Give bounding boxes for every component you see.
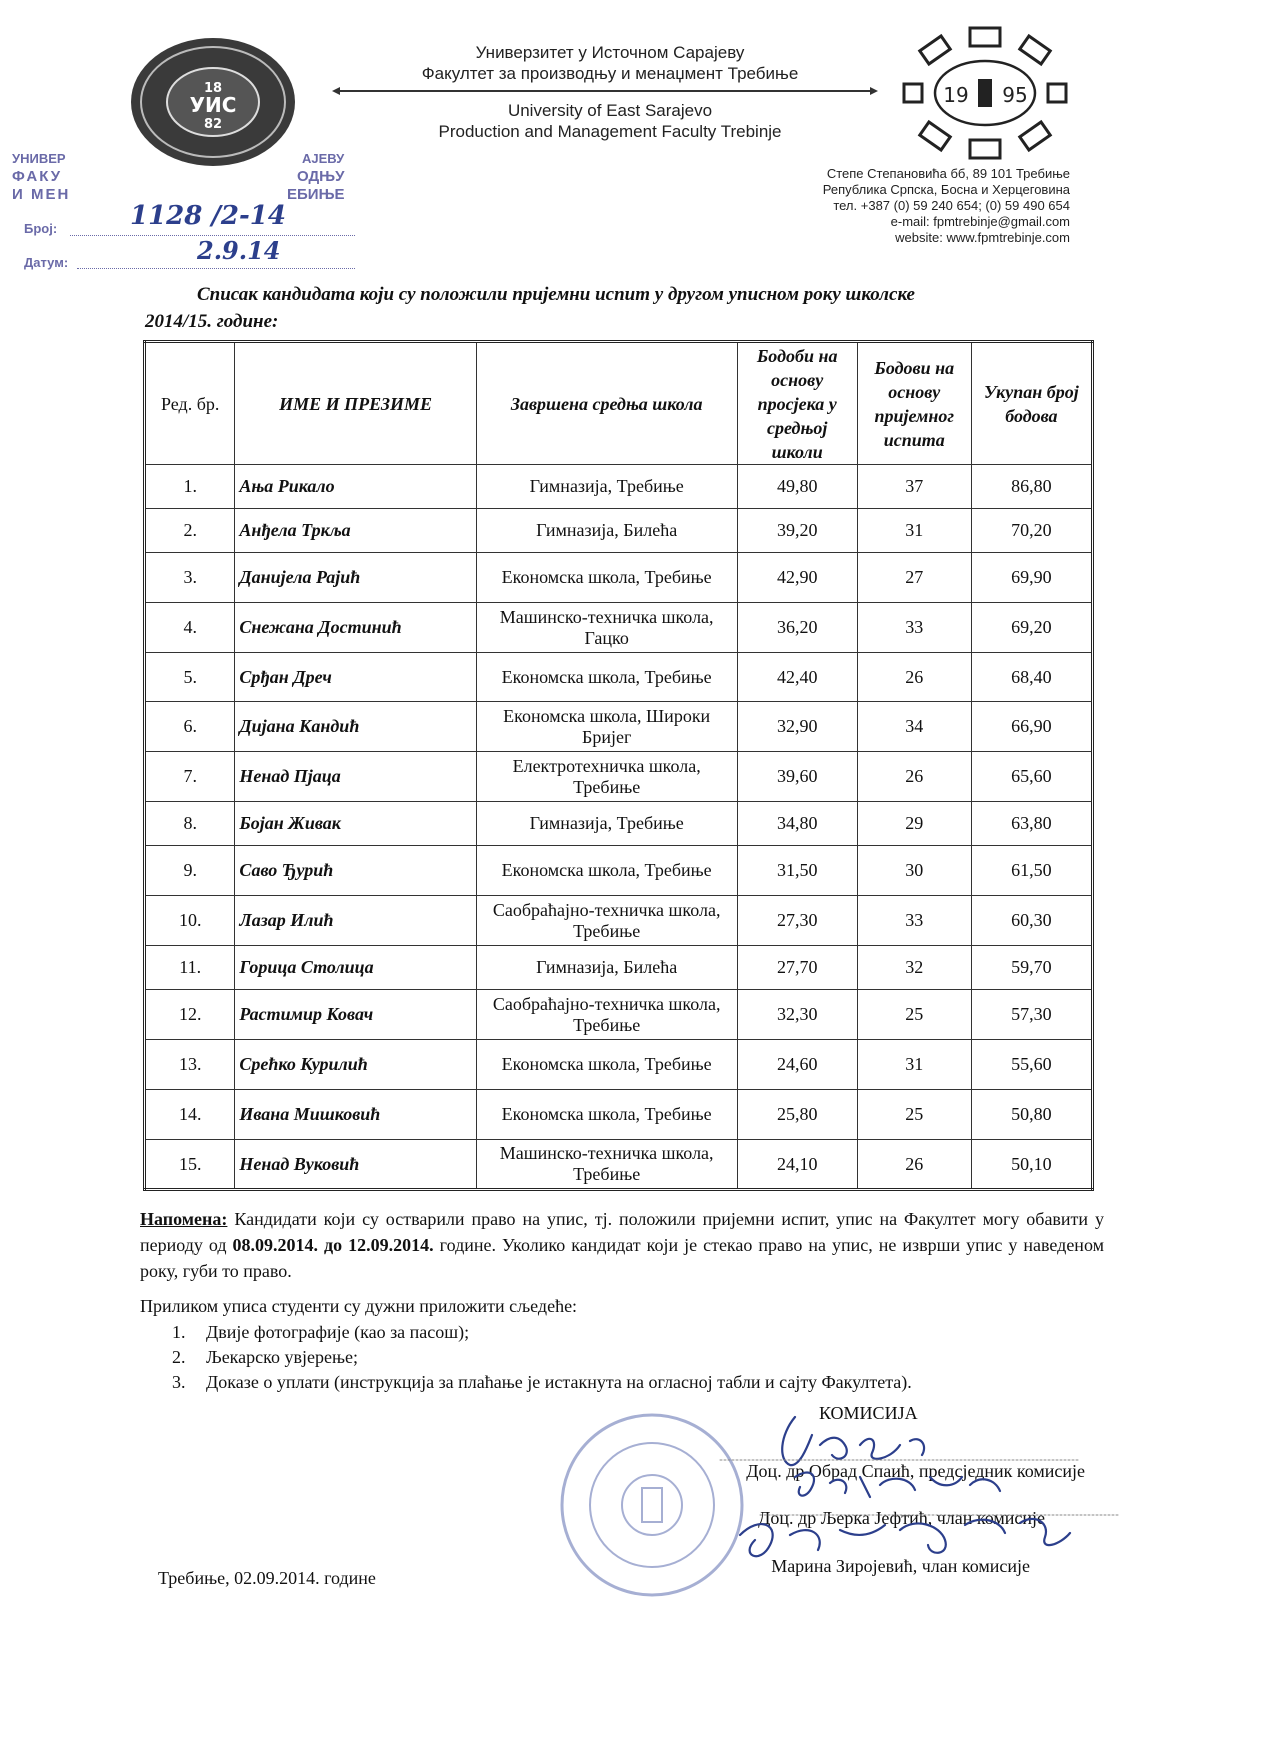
cell-num: 6. (145, 702, 235, 752)
cell-exam-points: 26 (857, 653, 971, 702)
cell-exam-points: 37 (857, 465, 971, 509)
cell-school: Гимназија, Требиње (476, 465, 737, 509)
cell-school: Саобраћајно-техничка школа, Требиње (476, 896, 737, 946)
table-row (145, 1040, 1093, 1090)
cell-exam-points: 33 (857, 603, 971, 653)
table-row (145, 846, 1093, 896)
cell-school: Гимназија, Билећа (476, 946, 737, 990)
commission-member-1: Доц. др Обрад Спаић, предсједник комисије (746, 1461, 1085, 1481)
cell-name: Горица Столица (235, 946, 476, 990)
col-header-exam-points: Бодови на основу пријемног испита (857, 342, 971, 465)
table-row (145, 603, 1093, 653)
cell-name: Ања Рикало (235, 465, 476, 509)
cell-num: 3. (145, 553, 235, 603)
col-header-school-points: Бодоби на основу просјека у средњој школи (737, 342, 857, 465)
cell-name: Бојан Живак (235, 802, 476, 846)
cell-school-points: 24,10 (737, 1140, 857, 1190)
table-row (145, 702, 1093, 752)
stamp-line3b: ЕБИЊЕ (287, 186, 345, 203)
table-row (145, 802, 1093, 846)
note-text-b: до (318, 1235, 349, 1255)
cell-total: 68,40 (971, 653, 1092, 702)
cell-school-points: 32,90 (737, 702, 857, 752)
cell-total: 57,30 (971, 990, 1092, 1040)
cell-exam-points: 34 (857, 702, 971, 752)
cell-school: Гимназија, Требиње (476, 802, 737, 846)
cell-name: Дијана Кандић (235, 702, 476, 752)
table-row (145, 465, 1093, 509)
cell-school: Електротехничка школа, Требиње (476, 752, 737, 802)
cell-num: 12. (145, 990, 235, 1040)
logo-year-bottom: 82 (203, 117, 223, 132)
requirements-intro: Приликом уписа студенти су дужни приложити сљедеће: (140, 1296, 578, 1316)
note-text-a: Кандидати који су остварили право на упис, тј. положили пријемни испит, упис на Факултет могу обавити у периоду од (140, 1209, 1104, 1255)
cell-total: 61,50 (971, 846, 1092, 896)
cell-school: Економска школа, Требиње (476, 846, 737, 896)
cell-school-points: 27,70 (737, 946, 857, 990)
col-header-total: Укупан број бодова (971, 342, 1092, 465)
cell-num: 14. (145, 1090, 235, 1140)
cell-school-points: 34,80 (737, 802, 857, 846)
cell-total: 63,80 (971, 802, 1092, 846)
candidates-table (143, 340, 1094, 1191)
cell-total: 69,20 (971, 603, 1092, 653)
contact-email: e-mail: fpmtrebinje@gmail.com (890, 214, 1070, 229)
cell-school: Економска школа, Требиње (476, 1040, 737, 1090)
faculty-logo (900, 24, 1070, 162)
logo-year-top: 18 (203, 81, 223, 96)
commission-member-3: Марина Зиројевић, члан комисије (771, 1556, 1030, 1576)
cell-total: 70,20 (971, 509, 1092, 553)
cell-school: Гимназија, Билећа (476, 509, 737, 553)
cell-total: 66,90 (971, 702, 1092, 752)
title-line2: 2014/15. године: (145, 311, 279, 332)
cell-num: 15. (145, 1140, 235, 1190)
contact-country: Република Српска, Босна и Херцеговина (822, 182, 1070, 197)
cell-school-points: 27,30 (737, 896, 857, 946)
commission-title: КОМИСИЈА (819, 1403, 918, 1423)
cell-name: Лазар Илић (235, 896, 476, 946)
cell-name: Ненад Пјаца (235, 752, 476, 802)
cell-exam-points: 26 (857, 752, 971, 802)
registry-stamp (12, 150, 357, 275)
stamp-line1b: АЈЕВУ (302, 151, 345, 166)
contact-address: Степе Степановића бб, 89 101 Требиње (826, 166, 1070, 181)
cell-exam-points: 30 (857, 846, 971, 896)
cell-num: 7. (145, 752, 235, 802)
handwritten-broj: 1128 /2-14 (130, 201, 286, 231)
stamp-line1: УНИВЕР (12, 151, 66, 166)
table-row (145, 553, 1093, 603)
cell-exam-points: 25 (857, 990, 971, 1040)
cell-num: 11. (145, 946, 235, 990)
cell-num: 4. (145, 603, 235, 653)
cell-school: Машинско-техничка школа, Гацко (476, 603, 737, 653)
table-row (145, 990, 1093, 1040)
contact-website: website: www.fpmtrebinje.com (895, 230, 1070, 245)
note-date-to: 12.09.2014. (348, 1235, 434, 1255)
requirements-list (172, 1320, 912, 1395)
cell-name: Анђела Тркља (235, 509, 476, 553)
note-paragraph (140, 1206, 1104, 1284)
note-label: Напомена: (140, 1209, 228, 1229)
table-row (145, 509, 1093, 553)
cell-school-points: 24,60 (737, 1040, 857, 1090)
col-header-school: Завршена средња школа (476, 342, 737, 465)
cell-num: 9. (145, 846, 235, 896)
cell-total: 50,80 (971, 1090, 1092, 1140)
cell-school-points: 42,40 (737, 653, 857, 702)
cell-num: 5. (145, 653, 235, 702)
note-text-c: године. Уколико кандидат који је стекао право на упис, не изврши упис у наведеном року, губи то право. (140, 1235, 1104, 1281)
header-divider (340, 90, 870, 92)
cell-exam-points: 27 (857, 553, 971, 603)
university-name-cyr: Универзитет у Источном Сарајеву (475, 43, 745, 62)
stamp-line2b: ОДЊУ (297, 168, 345, 185)
faculty-name-lat: Production and Management Faculty Trebinje (438, 122, 782, 141)
contact-phone: тел. +387 (0) 59 240 654; (0) 59 490 654 (833, 198, 1070, 213)
place-date: Требиње, 02.09.2014. године (158, 1568, 376, 1588)
commission-member-2: Доц. др Љерка Јефтић, члан комисије (758, 1508, 1045, 1528)
university-logo (128, 36, 298, 168)
cell-school-points: 36,20 (737, 603, 857, 653)
cell-exam-points: 26 (857, 1140, 971, 1190)
cell-exam-points: 29 (857, 802, 971, 846)
cell-total: 55,60 (971, 1040, 1092, 1090)
cell-school: Економска школа, Требиње (476, 553, 737, 603)
faculty-name-cyr: Факултет за производњу и менаџмент Требиње (421, 64, 799, 83)
cell-exam-points: 33 (857, 896, 971, 946)
list-item: 1. Двије фотографије (као за пасош); (172, 1322, 470, 1342)
table-row (145, 1090, 1093, 1140)
cell-name: Снежана Достинић (235, 603, 476, 653)
cell-school-points: 25,80 (737, 1090, 857, 1140)
cell-name: Ненад Вуковић (235, 1140, 476, 1190)
logo-year-left: 19 (943, 83, 969, 107)
list-item: 3. Доказе о уплати (инструкција за плаћање је истакнута на огласној табли и сајту Факултета). (172, 1372, 912, 1392)
cell-name: Срђан Дреч (235, 653, 476, 702)
contact-block (690, 166, 1070, 246)
table-body (145, 465, 1093, 1190)
cell-name: Ивана Мишковић (235, 1090, 476, 1140)
cell-total: 59,70 (971, 946, 1092, 990)
cell-school-points: 39,60 (737, 752, 857, 802)
handwritten-datum: 2.9.14 (197, 236, 281, 265)
cell-school-points: 42,90 (737, 553, 857, 603)
cell-exam-points: 31 (857, 1040, 971, 1090)
cell-name: Срећко Курилић (235, 1040, 476, 1090)
cell-total: 69,90 (971, 553, 1092, 603)
cell-school: Саобраћајно-техничка школа, Требиње (476, 990, 737, 1040)
table-row (145, 896, 1093, 946)
header-latin (330, 100, 890, 142)
cell-total: 60,30 (971, 896, 1092, 946)
header-cyrillic (330, 42, 890, 84)
cell-num: 1. (145, 465, 235, 509)
cell-num: 8. (145, 802, 235, 846)
col-header-name: ИМЕ И ПРЕЗИМЕ (235, 342, 476, 465)
cell-school-points: 32,30 (737, 990, 857, 1040)
cell-school: Економска школа, Широки Бријег (476, 702, 737, 752)
title-line1: Списак кандидата који су положили пријемни испит у другом уписном року школске (197, 284, 915, 305)
cell-name: Саво Ђурић (235, 846, 476, 896)
cell-num: 10. (145, 896, 235, 946)
cell-total: 65,60 (971, 752, 1092, 802)
cell-name: Данијела Рајић (235, 553, 476, 603)
col-header-num: Ред. бр. (145, 342, 235, 465)
cell-name: Растимир Ковач (235, 990, 476, 1040)
cell-exam-points: 31 (857, 509, 971, 553)
cell-school-points: 39,20 (737, 509, 857, 553)
signatures (700, 1405, 1120, 1600)
table-row (145, 653, 1093, 702)
cell-school-points: 31,50 (737, 846, 857, 896)
cell-school: Економска школа, Требиње (476, 1090, 737, 1140)
stamp-line3: И МЕН (12, 186, 71, 203)
note-date-from: 08.09.2014. (232, 1235, 319, 1255)
cell-total: 86,80 (971, 465, 1092, 509)
cell-exam-points: 25 (857, 1090, 971, 1140)
stamp-broj-label: Број: (24, 221, 58, 236)
list-item: 2. Љекарско увјерење; (172, 1347, 358, 1367)
document-title (145, 281, 1145, 335)
cell-num: 13. (145, 1040, 235, 1090)
logo-year-right: 95 (1002, 83, 1028, 107)
logo-abbr: УИС (189, 93, 237, 117)
table-row (145, 1140, 1093, 1190)
cell-num: 2. (145, 509, 235, 553)
university-name-lat: University of East Sarajevo (507, 101, 713, 120)
table-row (145, 946, 1093, 990)
cell-school-points: 49,80 (737, 465, 857, 509)
cell-exam-points: 32 (857, 946, 971, 990)
table-row (145, 752, 1093, 802)
cell-school: Машинско-техничка школа, Требиње (476, 1140, 737, 1190)
cell-total: 50,10 (971, 1140, 1092, 1190)
stamp-datum-label: Датум: (24, 255, 69, 270)
cell-school: Економска школа, Требиње (476, 653, 737, 702)
stamp-line2: ФАКУ (12, 168, 63, 185)
